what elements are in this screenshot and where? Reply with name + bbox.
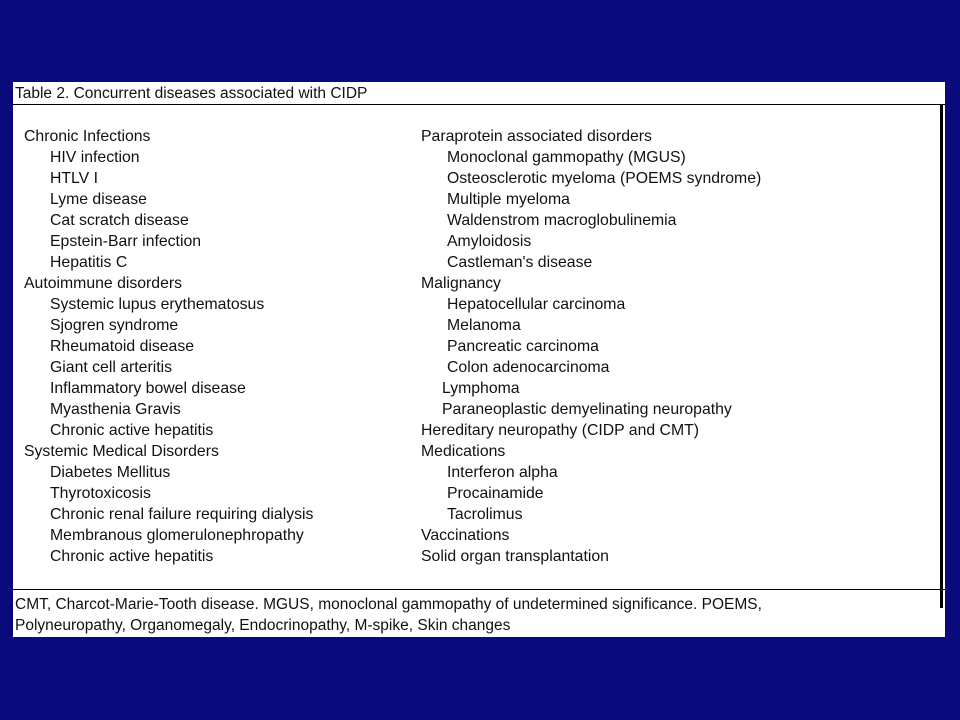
left-list-item: Membranous glomerulonephropathy	[50, 527, 304, 544]
right-list-item: Waldenstrom macroglobulinemia	[447, 212, 677, 229]
table-footnote	[15, 594, 940, 636]
left-list-item: Myasthenia Gravis	[50, 401, 181, 418]
left-list-item: Epstein-Barr infection	[50, 233, 202, 250]
right-list-category: Paraprotein associated disorders	[421, 128, 652, 145]
footnote-line-2: Polyneuropathy, Organomegaly, Endocrinopathy, M-spike, Skin changes	[15, 617, 511, 634]
right-list-item: Monoclonal gammopathy (MGUS)	[447, 149, 686, 166]
left-list-item: Systemic lupus erythematosus	[50, 296, 265, 313]
right-list-category: Malignancy	[421, 275, 501, 292]
right-list-item: Tacrolimus	[447, 506, 523, 523]
left-list-item: Inflammatory bowel disease	[50, 380, 246, 397]
right-list-item: Melanoma	[447, 317, 521, 334]
right-list-item: Hepatocellular carcinoma	[447, 296, 626, 313]
table-title: Table 2. Concurrent diseases associated with CIDP	[15, 85, 368, 102]
right-list-item: Procainamide	[447, 485, 544, 502]
left-list-item: HIV infection	[50, 149, 140, 166]
right-list-category: Solid organ transplantation	[421, 548, 609, 565]
left-list-item: Lyme disease	[50, 191, 147, 208]
footnote-divider	[13, 589, 945, 590]
left-list-item: Thyrotoxicosis	[50, 485, 151, 502]
left-list-item: Cat scratch disease	[50, 212, 189, 229]
right-list-category: Vaccinations	[421, 527, 510, 544]
left-list-category: Systemic Medical Disorders	[24, 443, 219, 460]
table-right-border	[940, 105, 943, 608]
left-list-item: Sjogren syndrome	[50, 317, 179, 334]
left-list-item: Chronic active hepatitis	[50, 422, 214, 439]
left-list-category: Autoimmune disorders	[24, 275, 183, 292]
right-list-item: Pancreatic carcinoma	[447, 338, 599, 355]
right-list-item: Castleman's disease	[447, 254, 593, 271]
right-list-item: Lymphoma	[442, 380, 520, 397]
right-list-item: Osteosclerotic myeloma (POEMS syndrome)	[447, 170, 762, 187]
right-list-item: Colon adenocarcinoma	[447, 359, 610, 376]
left-list-item: Rheumatoid disease	[50, 338, 195, 355]
left-list-item: Giant cell arteritis	[50, 359, 173, 376]
right-list-item: Interferon alpha	[447, 464, 558, 481]
right-list-category: Medications	[421, 443, 506, 460]
left-list-item: Diabetes Mellitus	[50, 464, 171, 481]
left-list-item: Chronic active hepatitis	[50, 548, 214, 565]
left-list-item: Chronic renal failure requiring dialysis	[50, 506, 314, 523]
right-list-item: Amyloidosis	[447, 233, 532, 250]
table-title-row	[13, 82, 945, 105]
right-list-item: Multiple myeloma	[447, 191, 570, 208]
left-list-item: Hepatitis C	[50, 254, 128, 271]
disease-table	[13, 82, 945, 637]
right-list-category: Hereditary neuropathy (CIDP and CMT)	[421, 422, 700, 439]
right-list-item: Paraneoplastic demyelinating neuropathy	[442, 401, 732, 418]
left-list-category: Chronic Infections	[24, 128, 151, 145]
left-list-item: HTLV I	[50, 170, 98, 187]
footnote-line-1: CMT, Charcot-Marie-Tooth disease. MGUS, monoclonal gammopathy of undetermined significance. POEMS,	[15, 596, 762, 613]
